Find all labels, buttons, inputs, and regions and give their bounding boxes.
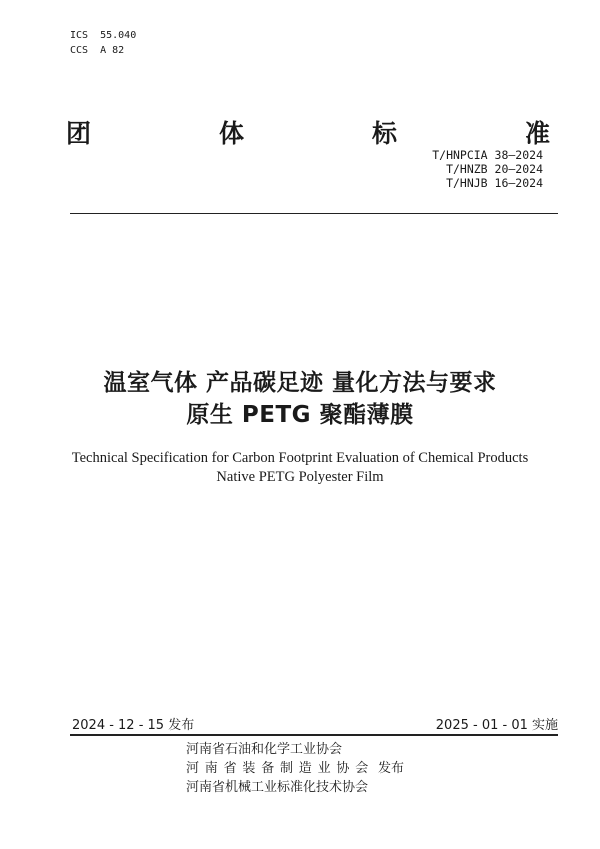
ccs-code: CCS A 82 — [70, 45, 125, 56]
standard-code: T/HNZB 20—2024 — [446, 162, 543, 176]
publisher-line — [186, 759, 404, 778]
release-date: 2024 - 12 - 15 发布 — [72, 718, 195, 733]
publish-label: 发布 — [378, 761, 405, 776]
standard-codes — [432, 148, 543, 190]
footer-divider — [70, 734, 558, 736]
publisher-name: 河南省石油和化学工业协会 — [186, 742, 343, 757]
standard-code: T/HNJB 16—2024 — [446, 176, 543, 190]
publisher-line — [186, 740, 404, 759]
standard-type-char: 标 — [371, 119, 397, 148]
standard-type-heading — [66, 114, 550, 150]
publisher-name: 河南省机械工业标准化技术协会 — [186, 780, 369, 795]
chinese-title-line-1: 温室气体 产品碳足迹 量化方法与要求 — [103, 370, 497, 396]
publisher-name: 河南省装备制造业协会 — [186, 761, 375, 776]
classification-codes — [70, 28, 136, 58]
chinese-title-line-2: 原生 PETG 聚酯薄膜 — [186, 402, 414, 428]
standard-type-char: 准 — [524, 119, 550, 148]
standard-code: T/HNPCIA 38—2024 — [432, 148, 543, 162]
english-title-line-2: Native PETG Polyester Film — [216, 469, 384, 485]
standard-type-char: 体 — [218, 119, 244, 148]
standard-type-char: 团 — [66, 119, 92, 148]
english-title-line-1: Technical Specification for Carbon Footprint Evaluation of Chemical Products — [71, 450, 529, 466]
ics-code: ICS 55.040 — [70, 30, 137, 41]
publisher-line — [186, 778, 404, 797]
publishers-block — [186, 740, 404, 797]
header-divider — [70, 213, 558, 214]
implementation-date: 2025 - 01 - 01 实施 — [435, 718, 558, 733]
